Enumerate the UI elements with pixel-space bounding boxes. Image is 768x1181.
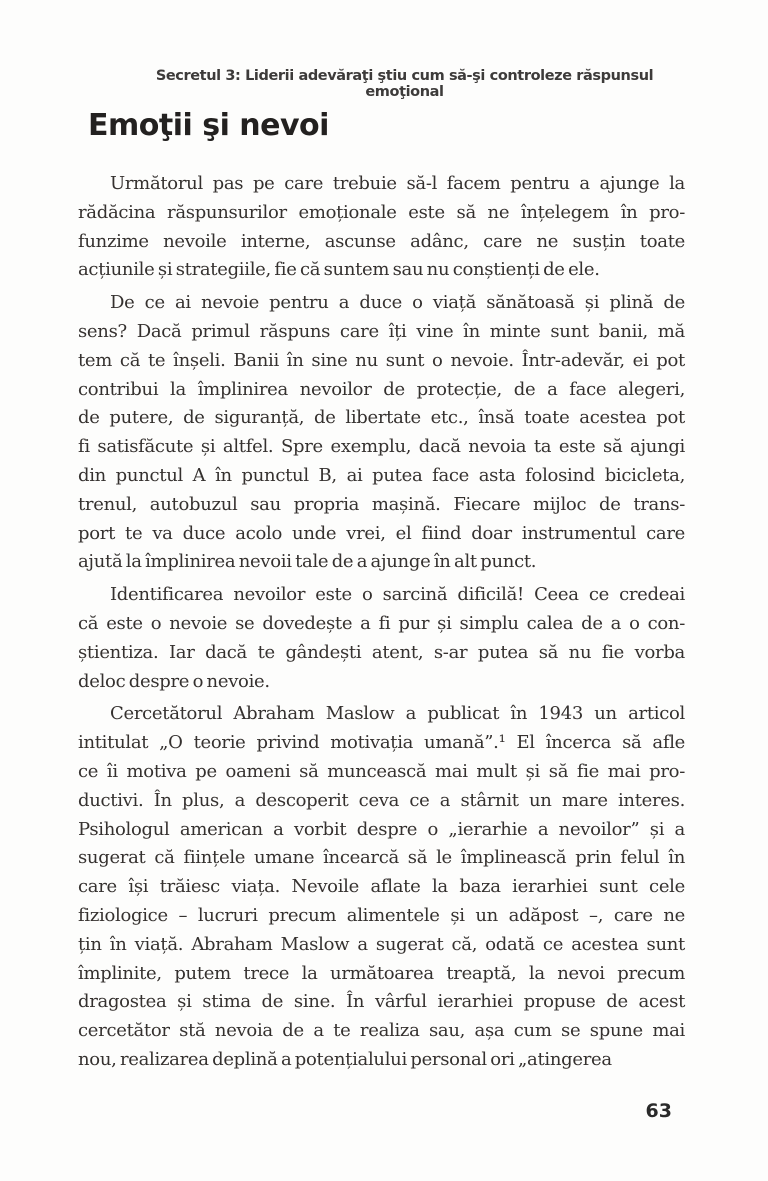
paragraph <box>78 700 685 1074</box>
text-line: sens? Dacă primul răspuns care îți vine în minte sunt banii, mă <box>78 320 685 342</box>
paragraph <box>78 581 685 696</box>
text-line: funzime nevoile interne, ascunse adânc, care ne susțin toate <box>78 230 685 252</box>
text-line: Identificarea nevoilor este o sarcină dificilă! Ceea ce credeai <box>110 584 685 606</box>
text-line: împlinite, putem trece la următoarea treaptă, la nevoi precum <box>78 962 685 984</box>
text-line: că este o nevoie se dovedește a fi pur și simplu calea de a o con- <box>78 612 685 634</box>
text-line: ajută la împlinirea nevoii tale de a ajunge în alt punct. <box>78 551 537 573</box>
text-line: fi satisfăcute și altfel. Spre exemplu, dacă nevoia ta este să ajungi <box>78 436 685 458</box>
text-line: ce îi motiva pe oameni să muncească mai mult și să fie mai pro- <box>78 760 685 782</box>
text-line: rădăcina răspunsurilor emoționale este să ne înțelegem în pro- <box>78 201 685 223</box>
text-line: Următorul pas pe care trebuie să-l facem pentru a ajunge la <box>110 173 685 194</box>
text-line: tem că te înșeli. Banii în sine nu sunt o nevoie. Într-adevăr, ei pot <box>78 349 685 371</box>
text-line: Psihologul american a vorbit despre o „ierarhie a nevoilor” și a <box>78 818 685 840</box>
text-line: contribui la împlinirea nevoilor de protecție, de a face alegeri, <box>78 378 685 400</box>
text-line: de putere, de siguranță, de libertate etc., însă toate acestea pot <box>78 407 685 429</box>
text-line: acțiunile și strategiile, fie că suntem sau nu conștienți de ele. <box>78 259 600 281</box>
text-line: deloc despre o nevoie. <box>78 670 270 692</box>
text-line: din punctul A în punctul B, ai putea face asta folosind bicicleta, <box>78 464 685 486</box>
text-line: știentiza. Iar dacă te gândești atent, s-ar putea să nu fie vorba <box>78 641 685 663</box>
text-line: Cercetătorul Abraham Maslow a publicat în 1943 un articol <box>110 703 685 725</box>
text-line: port te va duce acolo unde vrei, el fiind doar instrumentul care <box>78 522 685 544</box>
body-text <box>78 170 685 1075</box>
text-line: fiziologice – lucruri precum alimentele și un adăpost –, care ne <box>78 904 685 926</box>
paragraph <box>78 170 685 285</box>
text-line: care își trăiesc viața. Nevoile aflate la baza ierarhiei sunt cele <box>78 876 685 898</box>
text-line: intitulat „O teorie privind motivația umană”.¹ El încerca să afle <box>78 732 685 754</box>
page-title: Emoţii şi nevoi <box>88 108 329 143</box>
text-line: nou, realizarea deplină a potențialului personal ori „atingerea <box>78 1048 612 1070</box>
text-line: ductivi. În plus, a descoperit ceva ce a stârnit un mare interes. <box>78 789 685 811</box>
text-line: dragostea și stima de sine. În vârful ierarhiei propuse de acest <box>78 991 685 1013</box>
text-line: cercetător stă nevoia de a te realiza sau, așa cum se spune mai <box>78 1020 685 1042</box>
running-header: Secretul 3: Liderii adevăraţi ştiu cum să-şi controleze răspunsul emoţional <box>155 68 654 100</box>
page-number: 63 <box>645 1100 672 1122</box>
text-line: De ce ai nevoie pentru a duce o viață sănătoasă și plină de <box>110 292 685 314</box>
text-line: țin în viață. Abraham Maslow a sugerat că, odată ce acestea sunt <box>78 933 685 955</box>
paragraph <box>78 289 685 577</box>
text-line: sugerat că ființele umane încearcă să le împlinească prin felul în <box>78 847 685 869</box>
text-line: trenul, autobuzul sau propria mașină. Fiecare mijloc de trans- <box>78 493 685 515</box>
